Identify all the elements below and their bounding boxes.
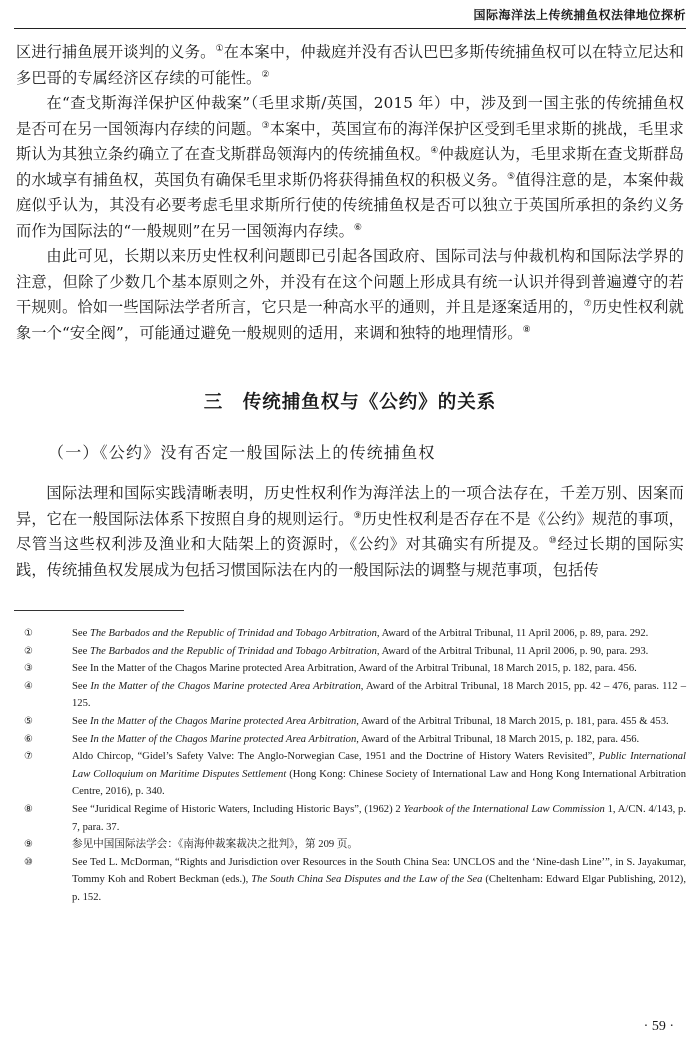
text-run: 由此可见，长期以来历史性权利问题即已引起各国政府、国际司法与仲裁机构和国际法学界的注意，但除了少数几个基本原则之外，并没有在这个问题上形成具有统一认识并得到普遍遵守的若干规则。恰如一些国际法学者所言，它只是一种高水平的通则，并且是逐案适用的， [16,247,684,316]
footnote-text: See In the Matter of the Chagos Marine protected Area Arbitration, Award of the Arbitral Tribunal, 18 March 2015, p. 181, para. 455 & 453. [72,715,669,727]
text-run: 仲裁庭认为，毛里求斯在查戈斯群岛的水域享有捕鱼权，英国负有确保毛里求斯仍将获得捕鱼权的积极义务。 [16,145,685,189]
footnote-2 [14,643,686,661]
footnote-4 [14,678,686,713]
footnote-number: ④ [24,680,33,692]
paragraph-4 [16,481,684,583]
text-run: 经过长期的国际实践，传统捕鱼权发展成为包括习惯国际法在内的一般国际法的调整与规范事项，包括传 [16,535,685,579]
footnote-ref[interactable]: ⑦ [583,298,592,309]
footnote-ref[interactable]: ④ [430,145,439,156]
text-run: 区进行捕鱼展开谈判的义务。 [16,43,216,61]
footnote-number: ⑤ [24,715,33,727]
footnote-number: ⑨ [24,839,33,851]
footnote-3 [14,660,686,678]
paragraph-2 [16,91,684,244]
paragraph-1 [16,40,684,91]
footnote-ref[interactable]: ⑤ [507,171,516,182]
text-run: 值得注意的是，本案仲裁庭似乎认为，其没有必要考虑毛里求斯所行使的传统捕鱼权是否可以独立于英国所承担的条约义务而作为国际法的“一般规则”在另一国领海内存续。 [16,170,685,240]
paragraph-3 [16,244,684,346]
footnote-text: Aldo Chircop, “Gidel’s Safety Valve: The Anglo-Norwegian Case, 1951 and the Doctrine of History Waters Revisited”, Public International Law Colloquium on Maritime Disputes Settlement (Hong Kong: Chinese Society of International Law and Hong Kong International Arbitration Centre, 2016), p. 340. [72,751,687,798]
footnote-text: See Ted L. McDorman, “Rights and Jurisdiction over Resources in the South China Sea: UNCLOS and the ‘Nine-dash Line’”, in S. Jayakumar, Tommy Koh and Robert Beckman (eds.), The South China Sea Disputes and the Law of the Sea (Cheltenham: Edward Elgar Publishing, 2012), p. 152. [72,856,686,903]
footnote-6 [14,731,686,749]
footnotes [14,625,686,907]
text-run: 本案中，英国宣布的海洋保护区受到毛里求斯的挑战，毛里求斯认为其独立条约确立了在查戈斯群岛领海内的传统捕鱼权。 [16,119,684,163]
footnote-ref[interactable]: ⑥ [353,222,363,233]
text-run: 历史性权利是否存在不是《公约》规范的事项，尽管当这些权利涉及渔业和大陆架上的资源时，《公约》对其确实有所提及。 [16,509,685,553]
footnote-ref[interactable]: ② [261,69,270,80]
footnote-text: See In the Matter of the Chagos Marine protected Area Arbitration, Award of the Arbitral Tribunal, 18 March 2015, pp. 42 – 476, paras. 112 – 125. [72,680,687,710]
footnote-number: ⑦ [24,751,33,763]
footnote-10 [14,854,686,907]
footnote-1 [14,625,686,643]
footnote-number: ③ [24,663,33,675]
header-rule [14,28,686,29]
footnote-ref[interactable]: ③ [261,120,270,131]
footnote-8 [14,801,686,836]
section-title: 三 传统捕鱼权与《公约》的关系 [203,392,497,413]
footnote-number: ⑩ [24,856,33,868]
subsection-title: （一）《公约》没有否定一般国际法上的传统捕鱼权 [48,443,436,462]
footnote-7 [14,748,686,801]
text-run: 国际法理和国际实践清晰表明，历史性权利作为海洋法上的一项合法存在，千差万别、因案而异，它在一般国际法体系下按照自身的规则运行。 [16,484,684,528]
running-title: 国际海洋法上传统捕鱼权法律地位探析 [473,8,686,22]
text-run: 在“查戈斯海洋保护区仲裁案”（毛里求斯/英国，2015 年）中，涉及到一国主张的传统捕鱼权是否可在另一国领海内存续的问题。 [16,94,684,138]
footnote-text: See In the Matter of the Chagos Marine protected Area Arbitration, Award of the Arbitral Tribunal, 18 March 2015, p. 182, para. 456. [72,733,640,745]
footnote-number: ⑥ [24,733,33,745]
footnote-ref[interactable]: ⑩ [548,535,558,546]
main-text [16,40,684,583]
footnote-number: ⑧ [24,803,33,815]
footnote-text: See The Barbados and the Republic of Trinidad and Tobago Arbitration, Award of the Arbitral Tribunal, 11 April 2006, p. 89, para. 292. [72,628,649,639]
page-number: · 59 · [643,1019,674,1034]
footnote-5 [14,713,686,731]
footnote-rule [14,610,184,611]
footnote-number: ① [24,628,33,639]
footnote-text: See In the Matter of the Chagos Marine protected Area Arbitration, Award of the Arbitral Tribunal, 18 March 2015, p. 182, para. 456. [72,663,637,675]
text-run: 在本案中，仲裁庭并没有否认巴巴多斯传统捕鱼权可以在特立尼达和多巴哥的专属经济区存续的可能性。 [16,43,685,87]
footnote-ref[interactable]: ⑨ [353,510,362,521]
footnote-number: ② [24,645,33,657]
footnote-text: See The Barbados and the Republic of Trinidad and Tobago Arbitration, Award of the Arbitral Tribunal, 11 April 2006, p. 90, para. 293. [72,645,649,657]
footnote-ref[interactable]: ① [215,43,224,54]
footnote-9 [14,836,686,854]
text-run: 历史性权利就象一个“安全阀”，可能通过避免一般规则的适用，来调和独特的地理情形。 [16,298,684,342]
footnote-text: 参见中国国际法学会：《南海仲裁案裁决之批判》，第 209 页。 [72,839,359,851]
footnote-text: See “Juridical Regime of Historic Waters, Including Historic Bays”, (1962) 2 Yearbook of the International Law Commission 1, A/CN. 4/143, p. 7, para. 37. [72,803,686,833]
footnote-ref[interactable]: ⑧ [522,324,531,335]
